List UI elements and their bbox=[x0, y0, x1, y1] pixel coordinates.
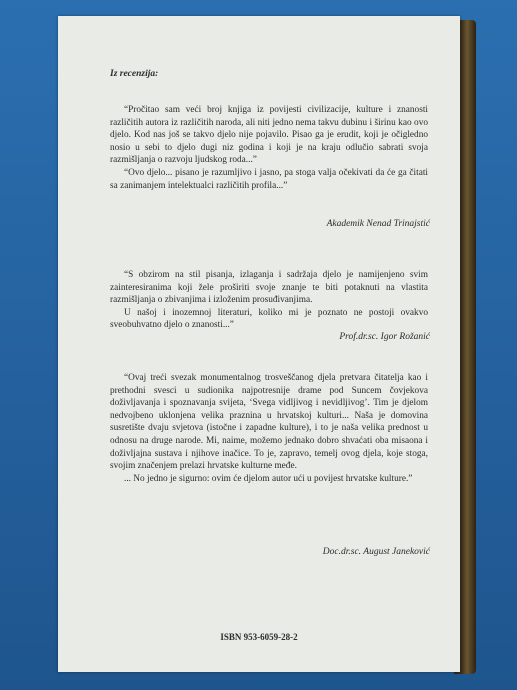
review-2-paragraph-2: U našoj i inozemnoj literaturi, koliko mi je poznato ne postoji ovakvo sveobuhvatno djelo o znanosti...” bbox=[110, 307, 428, 331]
review-3-paragraph-2: ... No jedno je sigurno: ovim će djelom autor ući u povijest hrvatske kulture.” bbox=[124, 473, 413, 484]
review-1-text bbox=[110, 104, 428, 192]
review-1-paragraph-2: “Ovo djelo... pisano je razumljivo i jasno, pa stoga valja očekivati da će ga čitati sa zanimanjem intelektualci različitih profila...” bbox=[110, 167, 428, 191]
review-3-text bbox=[110, 372, 428, 485]
reviews-heading: Iz recenzija: bbox=[110, 69, 159, 79]
review-3-paragraph-1: “Ovaj treći svezak monumentalnog trosveščanog djela pretvara čitatelja kao i prethodni svesci u sudionika najpotresnije drame pod Suncem čovjekova doživljavanja i spoznavanja svijeta, ‘Svega vidljivog i nevidljivog’. Tim je djelom nedvojbeno uklonjena velika praznina u hrvatskoj kulturi... Naša je domovina susretište dvaju svjetova (istočne i zapadne kulture), i to je naša velika prednost u odnosu na druge narode. Mi, naime, možemo jednako dobro shvaćati oba misaona i doživljajna sustava i njihove inačice. To je, zapravo, temelj ovog djela, koje stoga, svojim značenjem prelazi hrvatske kulturne međe. bbox=[110, 373, 428, 472]
review-1-author: Akademik Nenad Trinajstić bbox=[326, 219, 430, 229]
review-1-paragraph-1: “Pročitao sam veći broj knjiga iz povijesti civilizacije, kulture i znanosti različitih autora iz različitih naroda, ali niti jedno nema takvu dubinu i širinu kao ovo djelo. Kod nas još se takvo djelo nije pojavilo. Pisao ga je erudit, koji je očigledno nosio u sebi to djelo dugi niz godina i koji je na kraju odlučio sabrati svoja razmišljanja o razvoju ljudskog roda...” bbox=[110, 105, 428, 166]
book-back-cover bbox=[58, 16, 460, 672]
review-2-paragraph-1: “S obzirom na stil pisanja, izlaganja i sadržaja djelo je namijenjeno svim zainteresiranima koji žele proširiti svoje znanje te biti potaknuti na vlastita razmišljanja o zbivanjima i izloženim prosuđivanjima. bbox=[110, 270, 428, 306]
review-2-text bbox=[110, 269, 428, 332]
review-3-author: Doc.dr.sc. August Janeković bbox=[322, 547, 430, 557]
cover-text-area bbox=[58, 16, 460, 672]
isbn-number: ISBN 953-6059-28-2 bbox=[220, 632, 298, 642]
review-2-author: Prof.dr.sc. Igor Rožanić bbox=[339, 332, 430, 342]
